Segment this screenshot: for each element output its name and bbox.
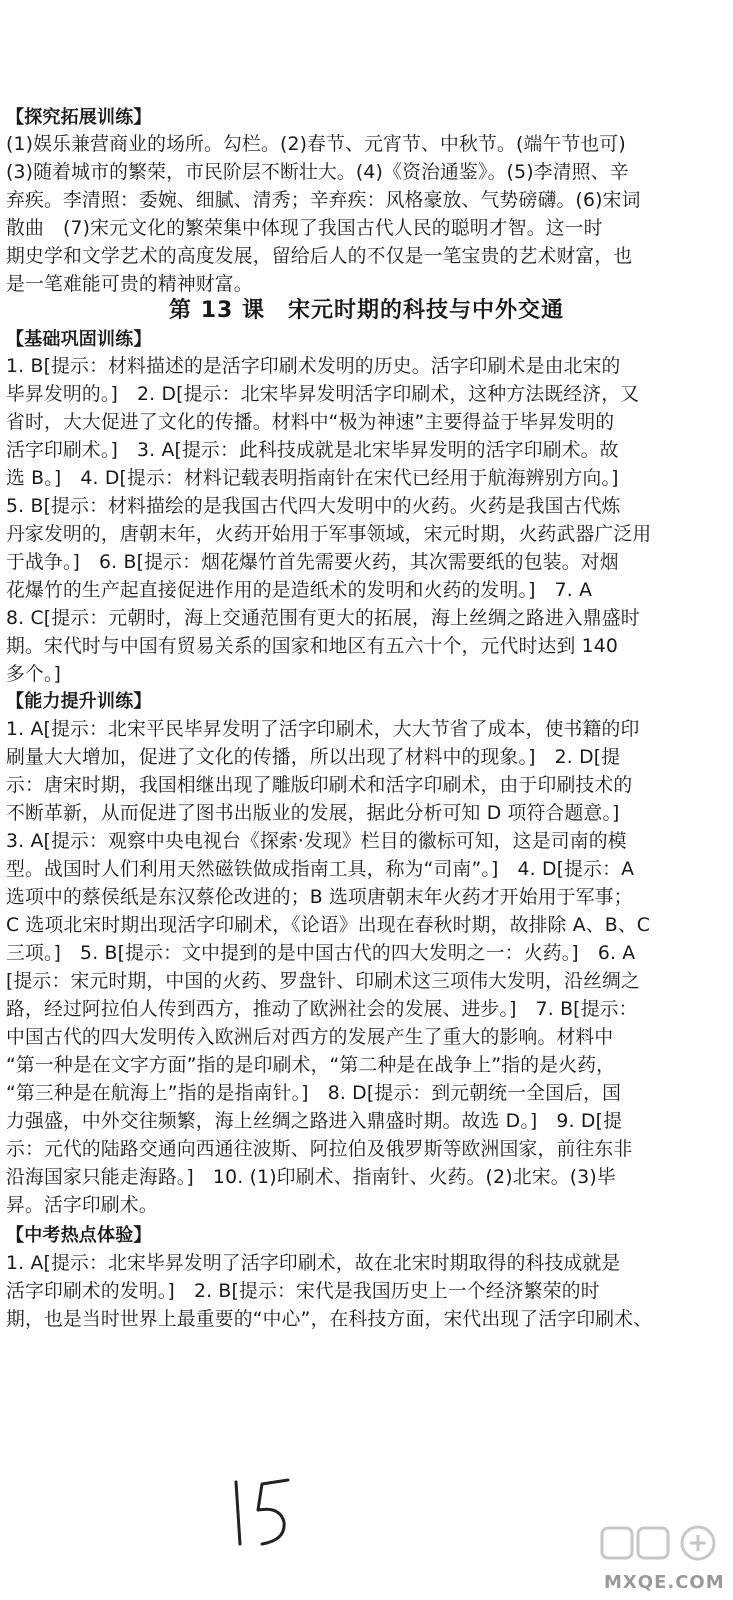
text-line: (1)娱乐兼营商业的场所。勾栏。(2)春节、元宵节、中秋节。(端午节也可) <box>6 134 626 155</box>
text-line: C 选项北宋时期出现活字印刷术，《论语》出现在春秋时期，故排除 A、B、C <box>6 915 651 936</box>
text-line: 5. B[提示：材料描绘的是我国古代四大发明中的火药。火药是我国古代炼 <box>6 496 621 517</box>
handwritten-page-number <box>218 1462 308 1552</box>
text-line: 期史学和文学艺术的高度发展，留给后人的不仅是一笔宝贵的艺术财富，也 <box>6 246 633 267</box>
text-line: 期，也是当时世界上最重要的“中心”，在科技方面，宋代出现了活字印刷术、 <box>6 1309 653 1330</box>
text-line: 示：唐宋时期，我国相继出现了雕版印刷术和活字印刷术，由于印刷技术的 <box>6 775 633 796</box>
section-header-explore: 【探究拓展训练】 <box>6 107 152 128</box>
text-line: “第三种是在航海上”指的是指南针。] 8. D[提示：到元朝统一全国后，国 <box>6 1083 622 1104</box>
text-line: 期。宋代时与中国有贸易关系的国家和地区有五六十个，元代时达到 140 <box>6 636 619 657</box>
text-line: 弃疾。李清照：委婉、细腻、清秀；辛弃疾：风格豪放、气势磅礴。(6)宋词 <box>6 190 641 211</box>
text-line: (3)随着城市的繁荣，市民阶层不断壮大。(4)《资治通鉴》。(5)李清照、辛 <box>6 162 629 183</box>
text-line: 1. B[提示：材料描述的是活字印刷术发明的历史。活字印刷术是由北宋的 <box>6 356 621 377</box>
text-line: 丹家发明的，唐朝末年，火药开始用于军事领域，宋元时期，火药武器广泛用 <box>6 524 652 545</box>
section-header-ability: 【能力提升训练】 <box>6 691 152 712</box>
text-line: 于战争。] 6. B[提示：烟花爆竹首先需要火药，其次需要纸的包装。对烟 <box>6 552 619 573</box>
section-header-exam: 【中考热点体验】 <box>6 1225 152 1246</box>
text-line: 省时，大大促进了文化的传播。材料中“极为神速”主要得益于毕昇发明的 <box>6 412 615 433</box>
text-line: 型。战国时人们利用天然磁铁做成指南工具，称为“司南”。] 4. D[提示：A <box>6 859 635 880</box>
text-line: 路，经过阿拉伯人传到西方，推动了欧洲社会的发展、进步。] 7. B[提示： <box>6 999 638 1020</box>
text-line: 1. A[提示：北宋毕昇发明了活字印刷术，故在北宋时期取得的科技成就是 <box>6 1253 621 1274</box>
text-line: 1. A[提示：北宋平民毕昇发明了活字印刷术，大大节省了成本，使书籍的印 <box>6 719 640 740</box>
section-header-basic: 【基础巩固训练】 <box>6 329 152 350</box>
text-line: 花爆竹的生产起直接促进作用的是造纸术的发明和火药的发明。] 7. A <box>6 580 593 601</box>
text-line: 刷量大大增加，促进了文化的传播，所以出现了材料中的现象。] 2. D[提 <box>6 747 621 768</box>
text-line: 毕昇发明的。] 2. D[提示：北宋毕昇发明活字印刷术，这种方法既经济，又 <box>6 384 640 405</box>
text-line: 选 B。] 4. D[提示：材料记载表明指南针在宋代已经用于航海辨别方向。] <box>6 468 619 489</box>
text-line: 活字印刷术的发明。] 2. B[提示：宋代是我国历史上一个经济繁荣的时 <box>6 1281 600 1302</box>
text-line: 3. A[提示：观察中央电视台《探索·发现》栏目的徽标可知，这是司南的模 <box>6 831 627 852</box>
text-line: 多个。] <box>6 664 62 685</box>
text-line: 中国古代的四大发明传入欧洲后对西方的发展产生了重大的影响。材料中 <box>6 1027 614 1048</box>
text-line: 昇。活字印刷术。 <box>6 1195 158 1216</box>
text-line: 8. C[提示：元朝时，海上交通范围有更大的拓展，海上丝绸之路进入鼎盛时 <box>6 608 640 629</box>
text-line: 活字印刷术。] 3. A[提示：此科技成就是北宋毕昇发明的活字印刷术。故 <box>6 440 619 461</box>
text-line: [提示：宋元时期，中国的火药、罗盘针、印刷术这三项伟大发明，沿丝绸之 <box>6 971 640 992</box>
text-line: 力强盛，中外交往频繁，海上丝绸之路进入鼎盛时期。故选 D。] 9. D[提 <box>6 1111 623 1132</box>
text-line: 沿海国家只能走海路。] 10. (1)印刷术、指南针、火药。(2)北宋。(3)毕 <box>6 1167 616 1188</box>
text-line: 三项。] 5. B[提示：文中提到的是中国古代的四大发明之一：火药。] 6. A <box>6 943 636 964</box>
text-line: 散曲 (7)宋元文化的繁荣集中体现了我国古代人民的聪明才智。这一时 <box>6 218 603 239</box>
text-line: 示：元代的陆路交通向西通往波斯、阿拉伯及俄罗斯等欧洲国家，前往东非 <box>6 1139 633 1160</box>
text-line: 不断革新，从而促进了图书出版业的发展，据此分析可知 D 项符合题意。] <box>6 803 620 824</box>
watermark-text: MXQE.COM <box>604 1572 725 1593</box>
text-line: 选项中的蔡侯纸是东汉蔡伦改进的；B 选项唐朝末年火药才开始用于军事； <box>6 887 633 908</box>
lesson-title: 第 13 课 宋元时期的科技与中外交通 <box>169 298 564 323</box>
text-line: “第一种是在文字方面”指的是印刷术，“第二种是在战争上”指的是火药， <box>6 1055 616 1076</box>
text-line: 是一笔难能可贵的精神财富。 <box>6 274 253 295</box>
